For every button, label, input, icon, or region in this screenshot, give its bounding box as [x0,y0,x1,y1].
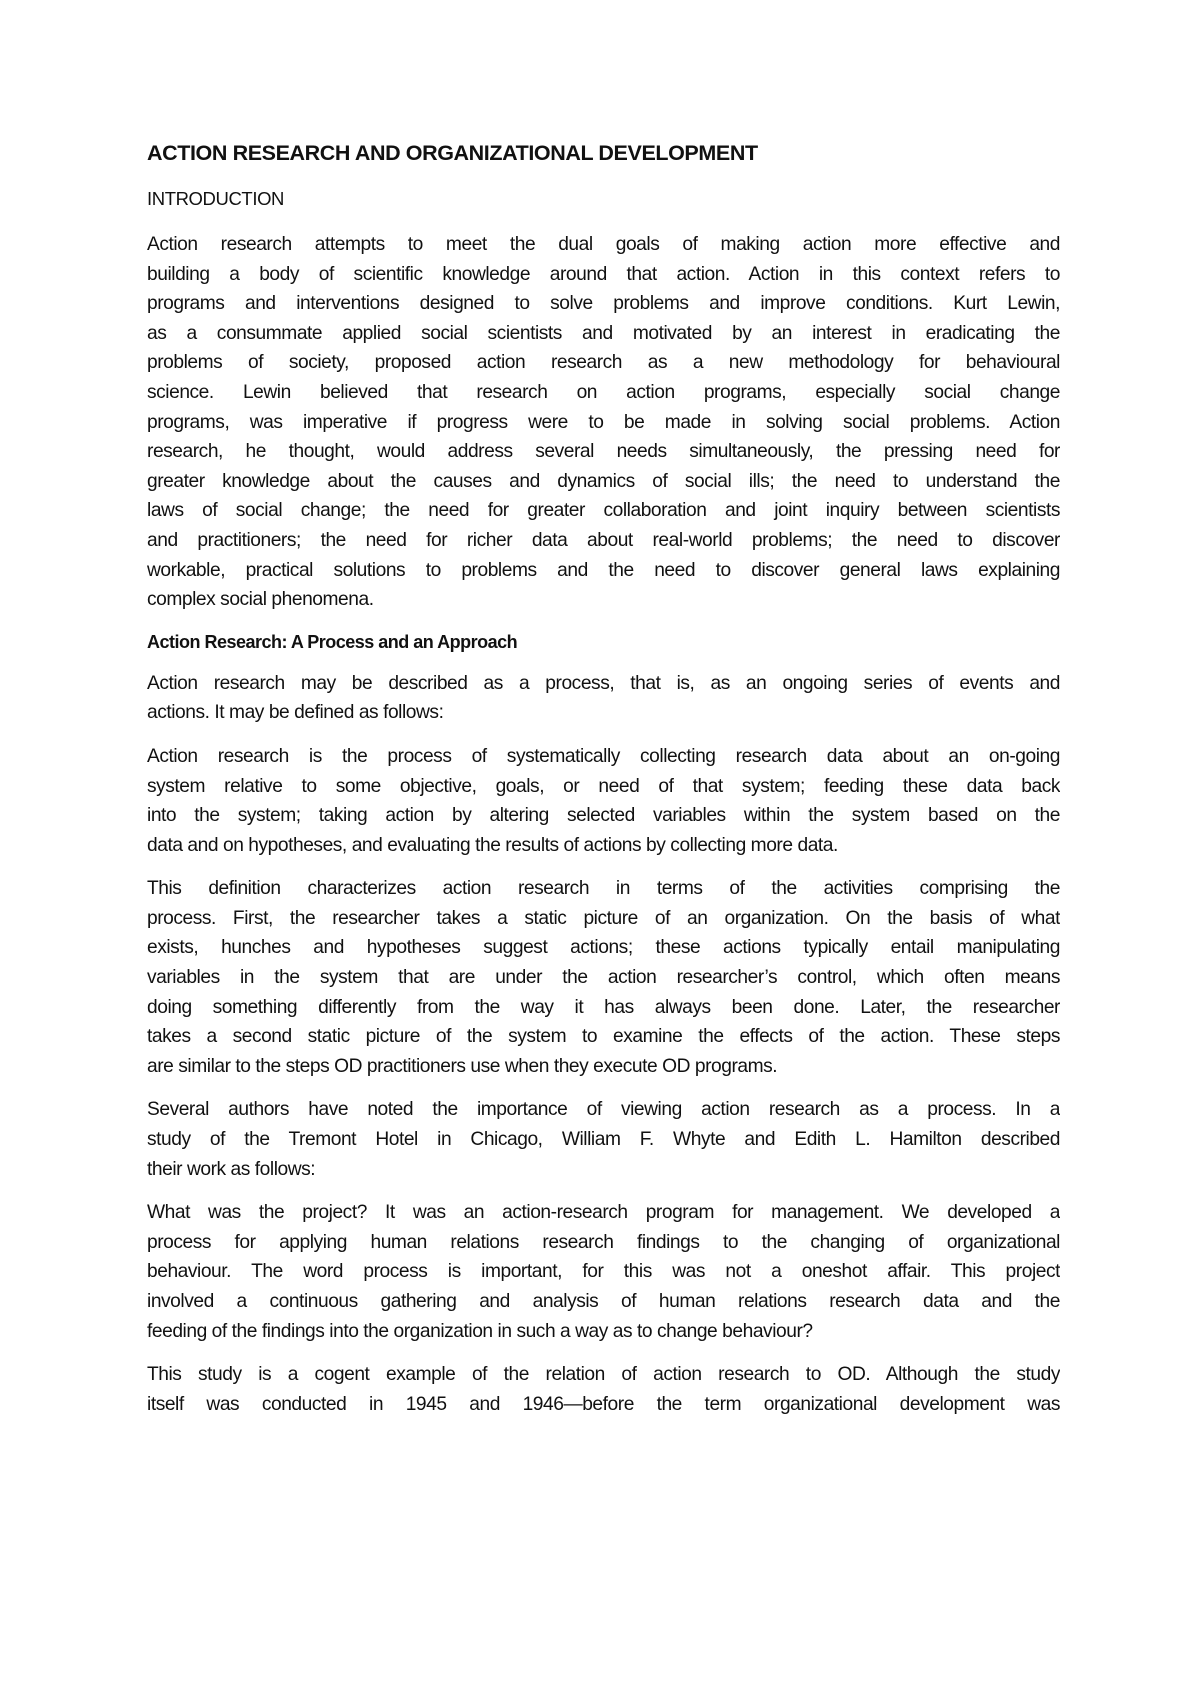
text-line: involved a continuous gathering and analysis of human relations research data and the [147,1291,1060,1312]
text-line: itself was conducted in 1945 and 1946—before the term organizational development was [147,1393,1060,1415]
paragraph-cogent-example [147,1360,1060,1419]
subheading-process-approach: Action Research: A Process and an Approach [147,631,518,652]
text-line: exists, hunches and hypotheses suggest actions; these actions typically entail manipulating [147,937,1060,959]
text-line: feeding of the findings into the organization in such a way as to change behaviour? [147,1320,813,1342]
text-line: system relative to some objective, goals, or need of that system; feeding these data back [147,775,1060,797]
text-line: study of the Tremont Hotel in Chicago, William F. Whyte and Edith L. Hamilton described [147,1129,1060,1151]
text-line: building a body of scientific knowledge around that action. Action in this context refers to [147,263,1060,285]
text-line: as a consummate applied social scientists and motivated by an interest in eradicating the [147,322,1060,344]
text-line: What was the project? It was an action-research program for management. We developed a [147,1202,1060,1224]
text-line: behaviour. The word process is important, for this was not a oneshot affair. This project [147,1261,1060,1283]
paragraph-definition [147,742,1060,860]
text-line: laws of social change; the need for greater collaboration and joint inquiry between scientists [147,500,1060,522]
text-line: Several authors have noted the importance of viewing action research as a process. In a [147,1099,1060,1121]
text-line: problems of society, proposed action research as a new methodology for behavioural [147,352,1060,374]
paragraph-several-authors [147,1095,1060,1184]
text-line: their work as follows: [147,1158,316,1180]
text-line: programs, was imperative if progress were to be made in solving social problems. Action [147,411,1060,433]
text-line: programs and interventions designed to solve problems and improve conditions. Kurt Lewin, [147,293,1060,315]
text-line: process. First, the researcher takes a static picture of an organization. On the basis of what [147,907,1060,929]
text-line: This definition characterizes action research in terms of the activities comprising the [147,878,1060,900]
text-line: data and on hypotheses, and evaluating the results of actions by collecting more data. [147,834,838,856]
text-line: research, he thought, would address several needs simultaneously, the pressing need for [147,441,1060,463]
document-page [147,138,1060,1419]
text-line: doing something differently from the way it has always been done. Later, the researcher [147,996,1060,1018]
text-line: complex social phenomena. [147,589,374,611]
text-line: and practitioners; the need for richer data about real-world problems; the need to discover [147,529,1060,551]
text-line: actions. It may be defined as follows: [147,702,444,724]
text-line: Action research is the process of systematically collecting research data about an on-going [147,745,1060,767]
text-line: Action research may be described as a process, that is, as an ongoing series of events and [147,672,1060,694]
document-title: ACTION RESEARCH AND ORGANIZATIONAL DEVELOPMENT [147,141,758,165]
text-line: process for applying human relations research findings to the changing of organizational [147,1231,1060,1253]
text-line: science. Lewin believed that research on action programs, especially social change [147,381,1060,403]
section-heading-introduction: INTRODUCTION [147,188,285,209]
text-line: greater knowledge about the causes and dynamics of social ills; the need to understand the [147,470,1060,492]
text-line: workable, practical solutions to problems and the need to discover general laws explaining [147,559,1060,581]
paragraph-quote-whyte-hamilton [147,1198,1060,1346]
paragraph-definition-explained [147,874,1060,1081]
paragraph-intro [147,230,1060,615]
text-line: are similar to the steps OD practitioners use when they execute OD programs. [147,1055,778,1077]
text-line: variables in the system that are under the action researcher’s control, which often means [147,967,1060,989]
text-line: Action research attempts to meet the dual goals of making action more effective and [147,234,1060,255]
paragraph-process-description [147,669,1060,728]
text-line: This study is a cogent example of the relation of action research to OD. Although the study [147,1364,1060,1386]
text-line: takes a second static picture of the system to examine the effects of the action. These steps [147,1026,1060,1048]
text-line: into the system; taking action by altering selected variables within the system based on the [147,805,1060,827]
